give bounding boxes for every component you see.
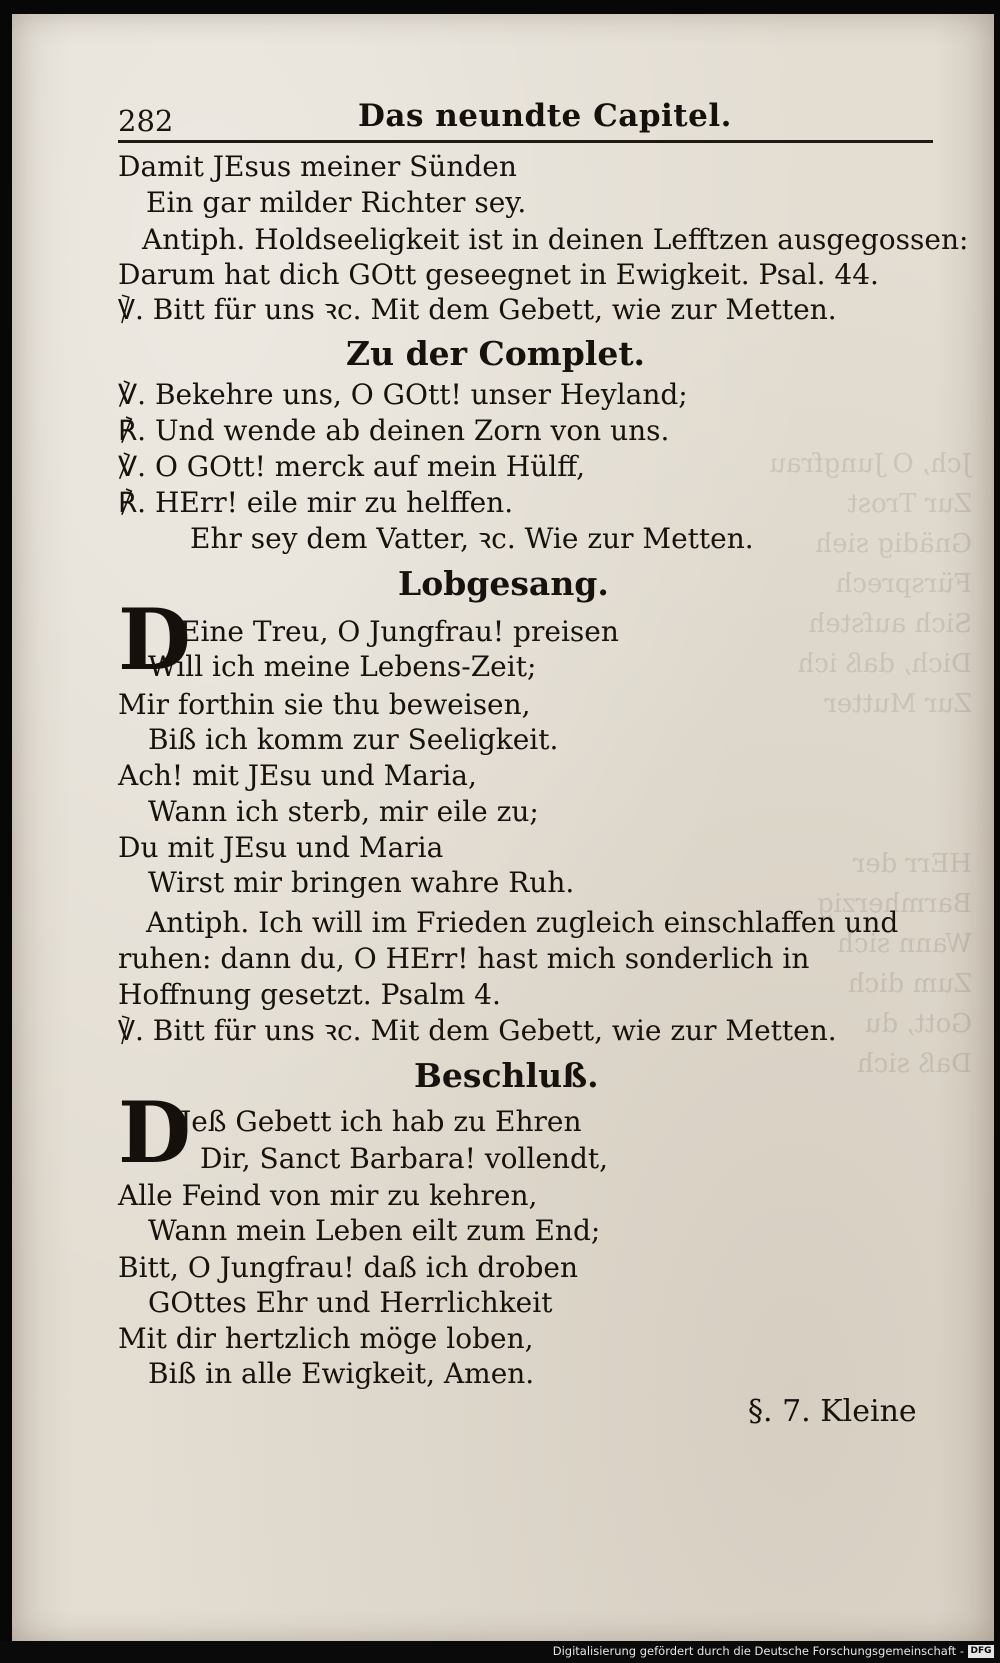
drop-capital: D — [118, 590, 191, 689]
hymn-line: Will ich meine Lebens-Zeit; — [148, 650, 537, 683]
antiphon-line: Antiph. Ich will im Frieden zugleich einschlaffen und — [146, 906, 899, 939]
doxology-line: Ehr sey dem Vatter, ꝛc. Wie zur Metten. — [190, 522, 754, 555]
hymn-line: Biß in alle Ewigkeit, Amen. — [148, 1357, 535, 1390]
hymn-line: Jeß Gebett ich hab zu Ehren — [180, 1105, 582, 1138]
hymn-line: GOttes Ehr und Herrlichkeit — [148, 1286, 553, 1319]
antiphon-line: Antiph. Holdseeligkeit ist in deinen Lefftzen ausgegossen: — [142, 223, 969, 256]
hymn-line: Mir forthin sie thu beweisen, — [118, 688, 531, 721]
hymn-line: Wirst mir bringen wahre Ruh. — [148, 866, 575, 899]
bleed-through: Jch, O Jungfrau Zur Trost Gnädig sieh Fürsprech Sich aufsteh Dich, daß ich Zur Mutter HErr der Barmherzig Wann sich Zum dich Gott, du Daß sich — [769, 449, 972, 1079]
page-number: 282 — [118, 104, 174, 138]
text-line: Damit JEsus meiner Sünden — [118, 150, 517, 183]
antiphon-line: ruhen: dann du, O HErr! hast mich sonderlich in — [118, 942, 810, 975]
text-line: Ein gar milder Richter sey. — [146, 186, 527, 219]
versicle-line: ℣. Bekehre uns, O GOtt! unser Heyland; — [118, 378, 688, 411]
running-title: Das neundte Capitel. — [358, 98, 732, 134]
versicle-line: ℣. O GOtt! merck auf mein Hülff, — [118, 450, 586, 483]
response-line: ℟. Und wende ab deinen Zorn von uns. — [118, 414, 670, 447]
section-heading-lobgesang: Lobgesang. — [398, 564, 609, 603]
hymn-line: Alle Feind von mir zu kehren, — [118, 1179, 538, 1212]
antiphon-line: Hoffnung gesetzt. Psalm 4. — [118, 978, 501, 1011]
header-rule — [118, 140, 933, 143]
hymn-line: Du mit JEsu und Maria — [118, 831, 444, 864]
hymn-line: Wann ich sterb, mir eile zu; — [148, 795, 539, 828]
versicle-line: ℣. Bitt für uns ꝛc. Mit dem Gebett, wie zur Metten. — [118, 1014, 837, 1047]
drop-capital: D — [118, 1083, 191, 1182]
versicle-line: ℣. Bitt für uns ꝛc. Mit dem Gebett, wie zur Metten. — [118, 293, 837, 326]
hymn-line: Eine Treu, O Jungfrau! preisen — [180, 615, 619, 648]
dfg-logo-icon: DFG — [968, 1645, 994, 1658]
hymn-line: Mit dir hertzlich möge loben, — [118, 1322, 534, 1355]
hymn-line: Dir, Sanct Barbara! vollendt, — [200, 1142, 609, 1175]
hymn-line: Bitt, O Jungfrau! daß ich droben — [118, 1251, 579, 1284]
hymn-line: Biß ich komm zur Seeligkeit. — [148, 723, 559, 756]
section-heading-complet: Zu der Complet. — [346, 334, 646, 373]
funding-credit: Digitalisierung gefördert durch die Deutsche Forschungsgemeinschaft - — [552, 1644, 964, 1658]
hymn-line: Ach! mit JEsu und Maria, — [118, 759, 477, 792]
text-line: Darum hat dich GOtt geseegnet in Ewigkeit. Psal. 44. — [118, 258, 879, 291]
hymn-line: Wann mein Leben eilt zum End; — [148, 1214, 601, 1247]
response-line: ℟. HErr! eile mir zu helffen. — [118, 486, 514, 519]
digitization-footer — [0, 1641, 1000, 1663]
catchword: §. 7. Kleine — [748, 1394, 917, 1429]
section-heading-beschluss: Beschluß. — [414, 1056, 599, 1095]
page-header — [118, 98, 933, 140]
